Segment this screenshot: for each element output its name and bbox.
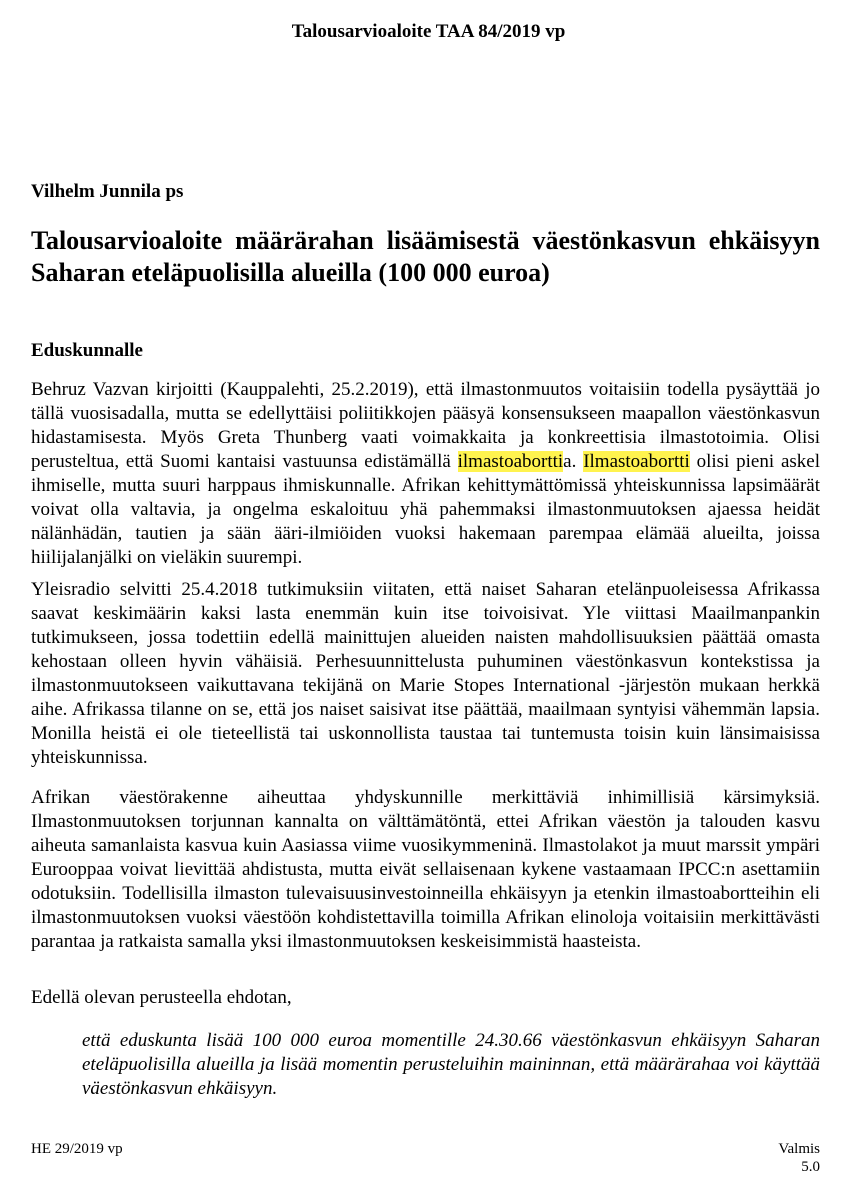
paragraph-1 xyxy=(31,378,820,570)
paragraph-2: Yleisradio selvitti 25.4.2018 tutkimuksiin viitaten, että naiset Saharan etelänpuoleisessa Afrikassa saavat keskimäärin kaksi lasta enemmän kuin itse toivoisivat. Yle viittasi Maailmanpankin tutkimukseen, jossa todettiin edellä mainittujen alueiden naisten mahdollisuuksien päättää omasta kehostaan olleen hyvin vähäisiä. Perhesuunnittelusta puhuminen väestönkasvun kontekstissa ja ilmastonmuutokseen vaikuttavana tekijänä on Marie Stopes International -järjestön mukaan herkkä aihe. Afrikassa tilanne on se, että jos naiset saisivat itse päättää, maailmaan syntyisi vähemmän lapsia. Monilla heistä ei ole tieteellistä tai uskonnollista taustaa tai tuntemusta toisin kuin länsimaisissa yhteiskunnissa. xyxy=(31,579,820,768)
footer-status-block xyxy=(778,1140,820,1176)
footer-version: 5.0 xyxy=(801,1159,820,1175)
recipient-heading: Eduskunnalle xyxy=(31,340,143,361)
paragraph-4: Edellä olevan perusteella ehdotan, xyxy=(31,987,292,1008)
document-header-title: Talousarvioaloite TAA 84/2019 vp xyxy=(291,21,566,42)
paragraph-3: Afrikan väestörakenne aiheuttaa yhdyskunnille merkittäviä inhimillisiä kärsimyksiä. Ilmastonmuutoksen torjunnan kannalta on välttämätöntä, ettei Afrikan väestön ja talouden kasvu aiheuta samanlaista kasvua kuin Aasiassa viime vuosikymmeninä. Ilmastolakot ja muut marssit ympäri Eurooppaa voivat lievittää ahdistusta, mutta eivät sellaisenaan kykene vastaamaan IPCC:n asettamiin odotuksiin. Todellisilla ilmaston tulevaisuusinvestoinneilla ehkäisyyn ja etenkin ilmastoabortteihin eli ilmastonmuutoksen vuoksi väestöön kohdistettavilla toimilla Afrikan elinoloja voitaisiin merkittävästi parantaa ja ratkaista samalla yksi ilmastonmuutoksen keskeisimmistä haasteista. xyxy=(31,787,820,952)
footer-document-id: HE 29/2019 vp xyxy=(31,1141,123,1157)
highlight-ilmastoabortti-2: Ilmastoabortti xyxy=(583,451,690,472)
highlight-ilmastoabortti-1: ilmastoabortti xyxy=(457,451,564,472)
footer-status: Valmis xyxy=(778,1141,820,1157)
paragraph-1-text-middle: a. xyxy=(563,451,584,472)
paragraph-1-text-start: Behruz Vazvan kirjoitti (Kauppalehti, 25.2.2019), että ilmastonmuutos voitaisiin todella pysäyttää jo tällä vuosisadalla, mutta se edellyttäisi poliitikkojen pääsyä konsensukseen maapallon väestönkasvun hidastamisesta. Myös Greta Thunberg vaati voimakkaita ja konkreettisia ilmastotoimia. Olisi perusteltua, että Suomi kantaisi vastuunsa edistämällä xyxy=(31,379,820,472)
paragraph-1-text-end: olisi pieni askel ihmiselle, mutta suuri harppaus ihmiskunnalle. Afrikan kehittymättömissä yhteiskunnissa lapsimäärät voivat olla valtavia, ja ongelma eskaloituu yhä pahemmaksi ilmastonmuutoksen ajaessa heidät nälänhädän, tautien ja sään ääri-ilmiöiden vuoksi hakemaan parempaa elämää alueilta, joissa hiilijalanjälki on vieläkin suurempi. xyxy=(31,451,820,568)
proposal-text: että eduskunta lisää 100 000 euroa momentille 24.30.66 väestönkasvun ehkäisyyn Saharan eteläpuolisilla alueilla ja lisää momentin perusteluihin maininnan, että määrärahaa voi käyttää väestönkasvun ehkäisyyn. xyxy=(82,1030,820,1099)
document-title: Talousarvioaloite määrärahan lisäämisestä väestönkasvun ehkäisyyn Saharan eteläpuolisilla alueilla (100 000 euroa) xyxy=(31,226,820,287)
author-name: Vilhelm Junnila ps xyxy=(31,181,184,202)
